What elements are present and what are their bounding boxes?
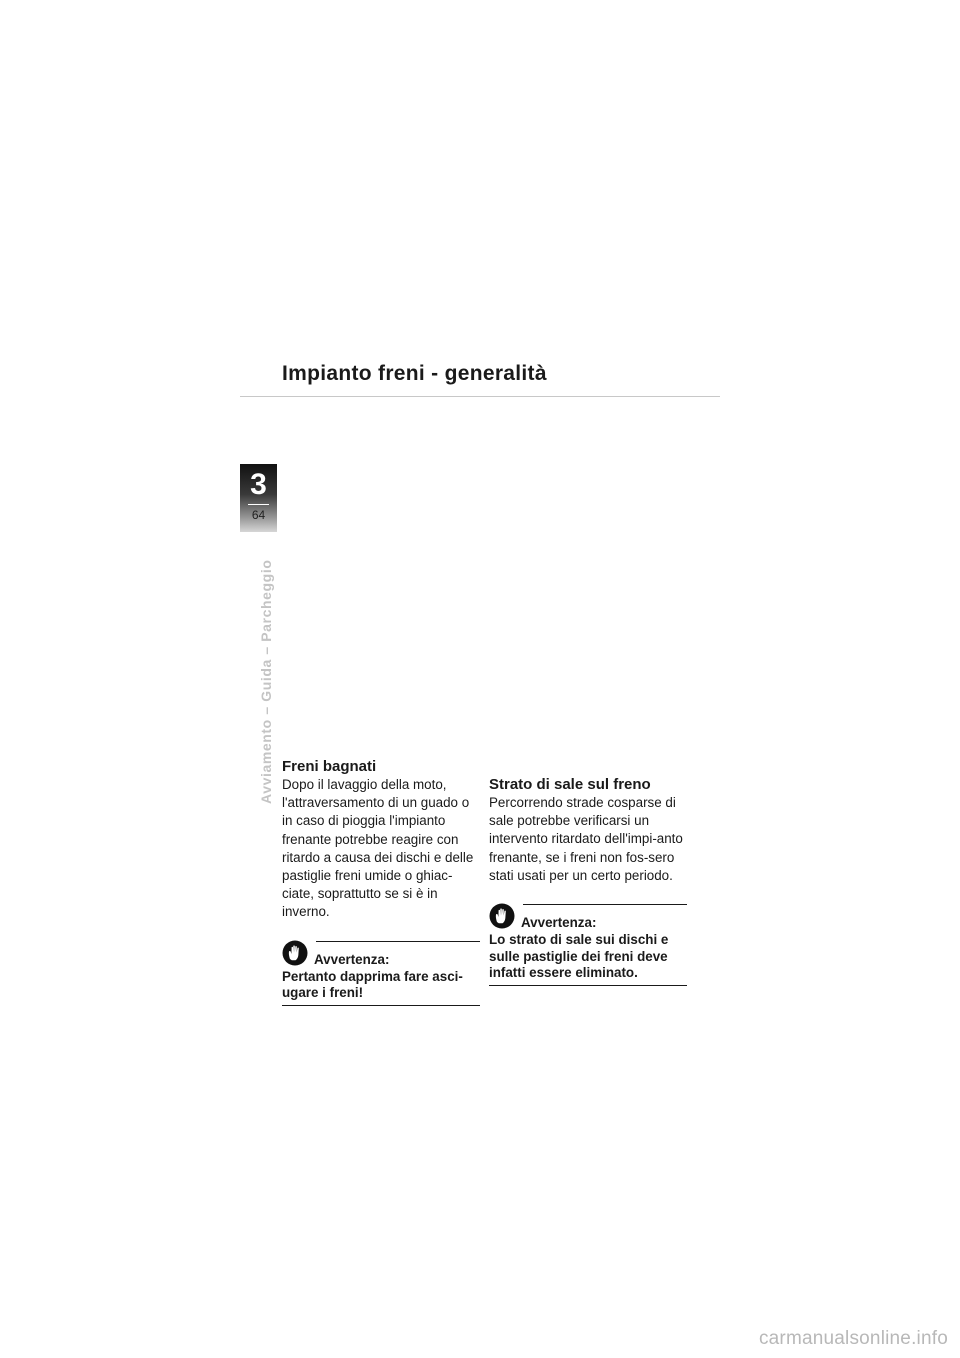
- chapter-divider: [248, 504, 269, 505]
- hand-stop-icon: [282, 940, 308, 966]
- section-heading: Strato di sale sul freno: [489, 776, 651, 793]
- title-divider: [240, 396, 720, 397]
- section-wet-brakes: [282, 758, 480, 1006]
- warning-top-rule: [316, 941, 480, 942]
- page-number: 64: [251, 508, 266, 522]
- warning-bottom-rule: [282, 1005, 480, 1006]
- hand-stop-icon: [489, 903, 515, 929]
- warning-box: [489, 903, 687, 986]
- section-body: Dopo il lavaggio della moto, l'attraversamento di un guado o in caso di pioggia l'impianto frenante potrebbe reagire con ritardo a causa dei dischi e delle pastiglie freni umide o ghiac-ciate, soprattutto se si è in inverno.: [282, 777, 474, 920]
- warning-label: Avvertenza:: [521, 915, 597, 931]
- warning-bottom-rule: [489, 985, 687, 986]
- section-heading: Freni bagnati: [282, 758, 377, 775]
- chapter-tab: [240, 464, 277, 532]
- warning-text: Pertanto dapprima fare asci-ugare i freni!: [282, 968, 463, 1001]
- section-salt-on-brakes: [489, 776, 687, 986]
- page-title: Impianto freni - generalità: [282, 362, 547, 385]
- warning-label: Avvertenza:: [314, 951, 390, 967]
- warning-top-rule: [523, 904, 687, 905]
- warning-text: Lo strato di sale sui dischi e sulle pastiglie dei freni deve infatti essere eliminato.: [489, 932, 669, 981]
- section-body: Percorrendo strade cosparse di sale potrebbe verificarsi un intervento ritardato dell'impi-anto frenante, se i freni non fos-sero stati usati per un certo periodo.: [489, 795, 683, 883]
- chapter-number: 3: [250, 468, 267, 501]
- watermark: carmanualsonline.info: [758, 1328, 948, 1349]
- chapter-side-label: Avviamento – Guida – Parcheggio: [258, 559, 274, 804]
- warning-box: [282, 940, 480, 1006]
